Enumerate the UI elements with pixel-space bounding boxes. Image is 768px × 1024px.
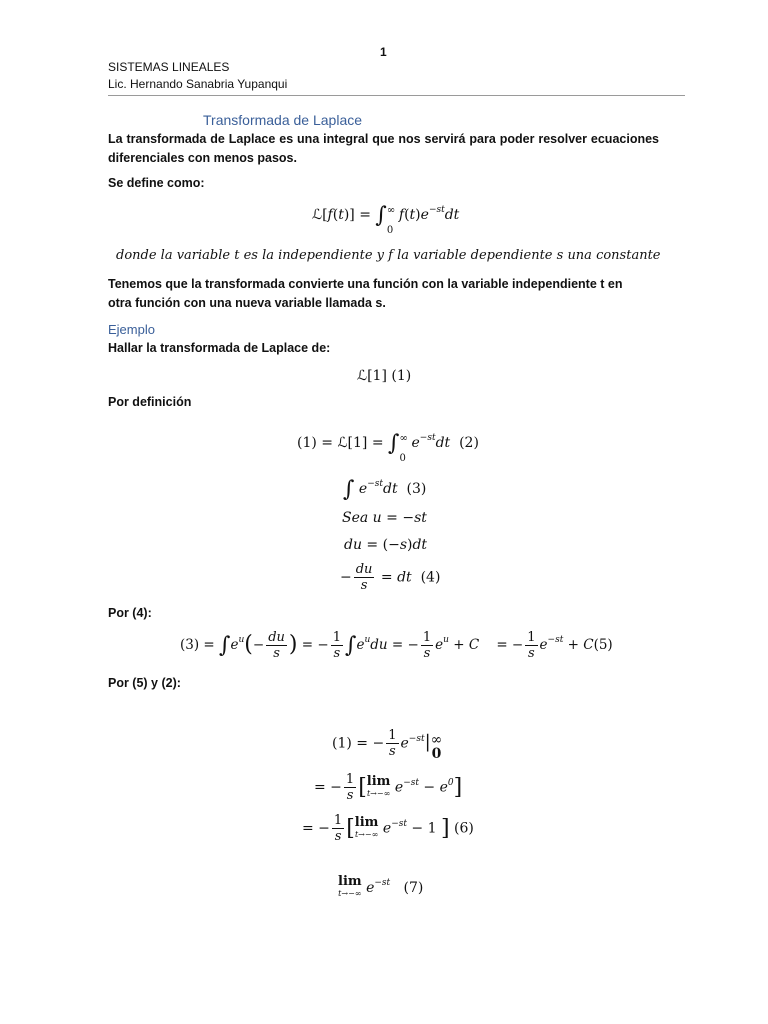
example-heading: Ejemplo	[108, 322, 155, 337]
eq-evaluated: (1) = − $\frac{1}{s}$ $e^{-st}|$ ∞ 0	[332, 728, 443, 762]
example-task: Hallar la transformada de Laplace de:	[108, 341, 331, 355]
page-number: 1	[380, 45, 387, 59]
eq5-formula: $(3) = \int e^u(-$ $\frac{du}{s}$ ) = − $\frac{1}{s}$ $\int e^udu$ = − $\frac{1}{s}$ $e^u + C$ = − $\frac{1}{s}$ $e^{-st} + C(5)$	[180, 630, 613, 661]
explanation-paragraph: Tenemos que la transformada convierte una función con la variable independiente t en otra función con una nueva variable llamada s.	[108, 277, 623, 310]
section-title: Transformada de Laplace	[203, 112, 363, 128]
substitution-du: du = (−s)dt	[344, 537, 428, 553]
eq6-formula: = − $\frac{1}{s}$ [ lim t→−∞ $e^{-st} - 1$ ] (6)	[302, 813, 474, 844]
intro-paragraph: La transformada de Laplace es una integral que nos servirá para poder resolver ecuaciones diferenciales con menos pasos.	[108, 132, 659, 165]
eq2-tag: (2)	[459, 435, 479, 451]
eq7-formula: lim t→−∞ $e^{-st}$ (7)	[338, 874, 424, 898]
eq1-ref: (1)	[297, 435, 317, 451]
eq6-tag: (6)	[454, 820, 474, 837]
eq4-tag: (4)	[420, 569, 441, 586]
eq7-tag: (7)	[403, 880, 424, 896]
eq-limit-expansion: = − $\frac{1}{s}$ [ lim t→−∞ $e^{-st} - e^0$]	[314, 772, 463, 803]
eq3-formula: ∫ $e^{-st}dt$ (3)	[343, 477, 427, 502]
eq3-ref: (3)	[180, 637, 200, 653]
eq5-tag: (5)	[593, 637, 613, 653]
substitution-u: Sea u = −st	[342, 510, 427, 526]
by-5-2-label: Por (5) y (2):	[108, 676, 181, 690]
laplace-definition-formula: ℒ[f(t)] = ∫ ∞ 0 $f(t)e^{-st}dt$	[312, 203, 460, 236]
eq2-formula: (1) = ℒ[1] = ∫ ∞ 0 $e^{-st}dt$ (2)	[297, 431, 479, 464]
eq1-ref-2: (1)	[332, 735, 352, 752]
by-4-label: Por (4):	[108, 606, 152, 620]
eq1-tag: (1)	[391, 368, 412, 384]
by-definition-label: Por definición	[108, 395, 192, 409]
author-name: Lic. Hernando Sanabria Yupanqui	[108, 77, 288, 91]
eq1-statement: ℒ[1] (1)	[357, 368, 412, 384]
header-divider	[108, 95, 685, 96]
define-label: Se define como:	[108, 176, 205, 190]
definition-note: donde la variable t es la independiente y f la variable dependiente s una constante	[116, 248, 661, 263]
eq3-tag: (3)	[406, 481, 427, 497]
eq4-formula: − $\frac{du}{s}$ = dt (4)	[340, 562, 441, 593]
course-title: SISTEMAS LINEALES	[108, 60, 230, 74]
